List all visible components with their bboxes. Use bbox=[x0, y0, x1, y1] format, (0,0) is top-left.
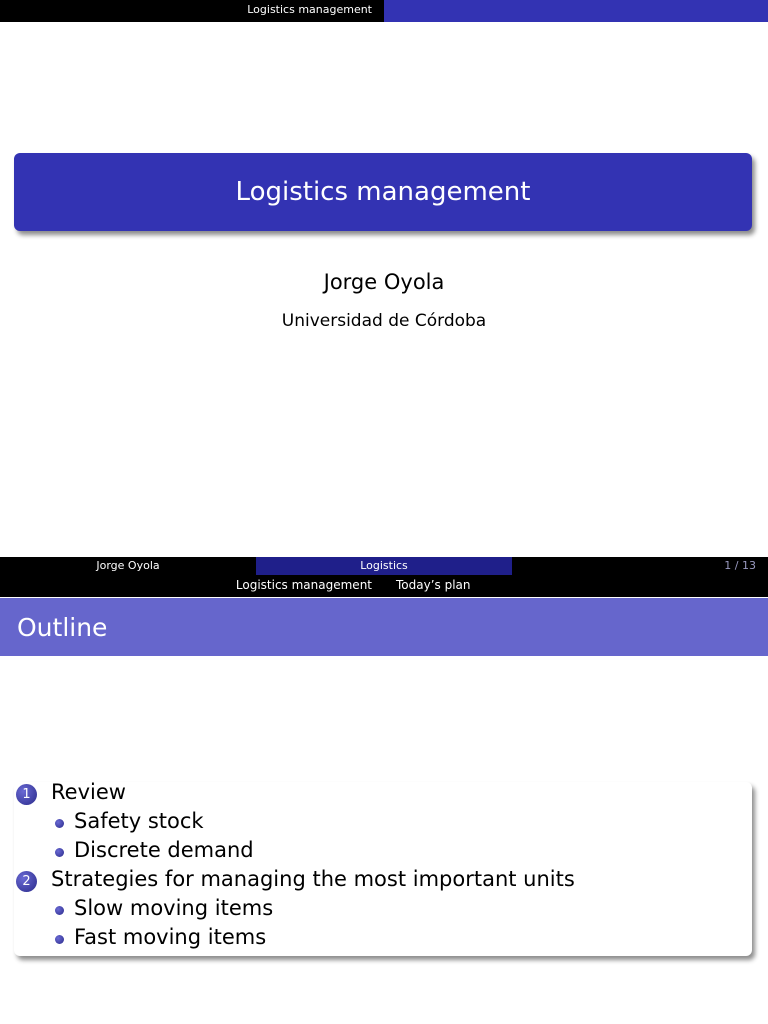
toc-subsection-safety-stock[interactable]: Safety stock bbox=[74, 809, 204, 833]
frame-title: Outline bbox=[0, 598, 768, 656]
author-name: Jorge Oyola bbox=[323, 270, 445, 294]
toc-subsection-fast-moving[interactable]: Fast moving items bbox=[74, 925, 267, 949]
bullet-icon bbox=[55, 906, 64, 915]
section-number-badge: 2 bbox=[16, 871, 37, 892]
title-block bbox=[14, 153, 752, 231]
bullet-icon bbox=[55, 848, 64, 857]
top-navigation-bar-2 bbox=[0, 575, 768, 597]
slide-title: Logistics management bbox=[235, 177, 531, 207]
top-navigation-bar bbox=[0, 0, 768, 22]
footer-author: Jorge Oyola bbox=[0, 557, 256, 575]
toc-subsection-slow-moving[interactable]: Slow moving items bbox=[74, 896, 274, 920]
footer-short-title: Logistics bbox=[256, 557, 512, 575]
nav-section-link[interactable]: Logistics management bbox=[0, 575, 384, 597]
institute-name: Universidad de Córdoba bbox=[281, 311, 487, 331]
toc-subsection-discrete-demand[interactable]: Discrete demand bbox=[74, 838, 254, 862]
toc-section-review[interactable]: Review bbox=[51, 780, 126, 804]
footer-bar bbox=[0, 557, 768, 575]
toc-section-strategies[interactable]: Strategies for managing the most important units bbox=[51, 867, 575, 891]
bullet-icon bbox=[55, 819, 64, 828]
section-number-badge: 1 bbox=[16, 784, 37, 805]
bullet-icon bbox=[55, 935, 64, 944]
nav-section-link[interactable]: Logistics management bbox=[0, 0, 384, 22]
footer-page-number: 1 / 13 bbox=[512, 557, 768, 575]
nav-subsection-area bbox=[384, 0, 768, 22]
nav-subsection-link[interactable]: Today’s plan bbox=[384, 575, 768, 597]
